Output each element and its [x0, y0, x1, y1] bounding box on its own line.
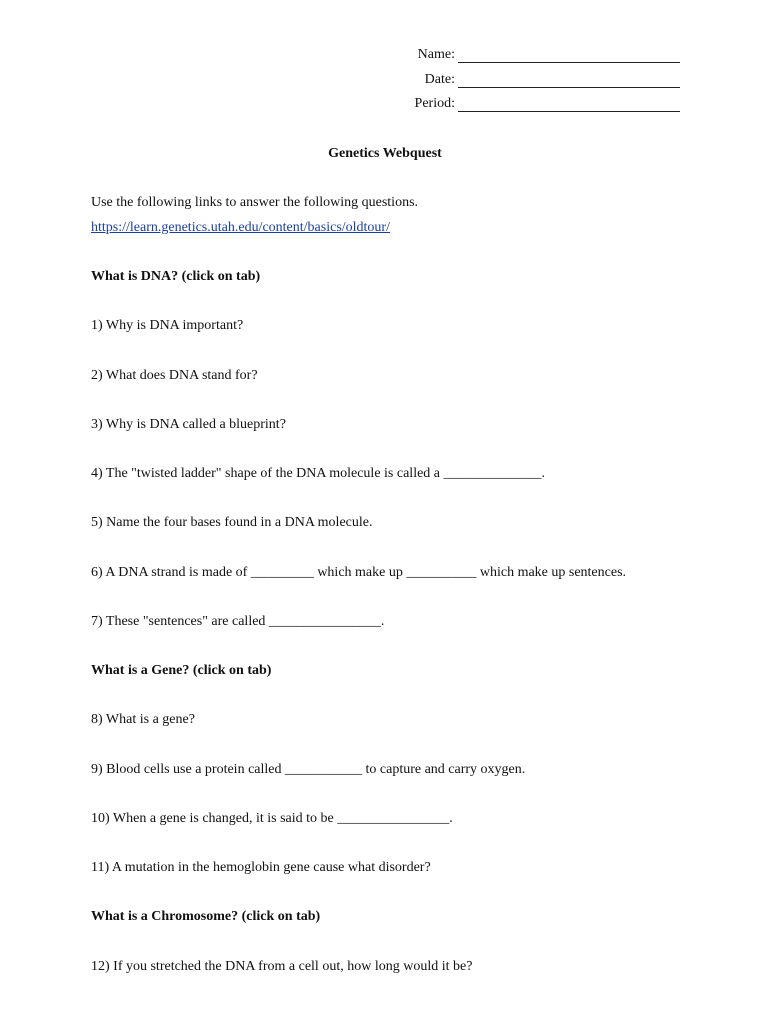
question-12: 12) If you stretched the DNA from a cell out, how long would it be? [91, 959, 473, 974]
question-10: 10) When a gene is changed, it is said to be ________________. [91, 811, 453, 826]
page-title: Genetics Webquest [328, 146, 442, 161]
name-label: Name: [417, 47, 455, 62]
question-8: 8) What is a gene? [91, 712, 195, 727]
intro-text: Use the following links to answer the following questions. [91, 195, 419, 210]
section-heading-gene: What is a Gene? (click on tab) [91, 663, 272, 678]
period-field[interactable] [458, 111, 680, 112]
question-11: 11) A mutation in the hemoglobin gene cause what disorder? [91, 860, 431, 875]
section-heading-dna: What is DNA? (click on tab) [91, 269, 261, 284]
question-6: 6) A DNA strand is made of _________ which make up __________ which make up sentences. [91, 565, 627, 580]
question-5: 5) Name the four bases found in a DNA molecule. [91, 515, 373, 530]
date-label: Date: [424, 72, 455, 87]
period-label: Period: [414, 96, 455, 111]
section-heading-chromosome: What is a Chromosome? (click on tab) [91, 909, 321, 924]
question-3: 3) Why is DNA called a blueprint? [91, 417, 286, 432]
webquest-link[interactable]: https://learn.genetics.utah.edu/content/basics/oldtour/ [91, 220, 390, 235]
question-1: 1) Why is DNA important? [91, 318, 244, 333]
question-9: 9) Blood cells use a protein called ___________ to capture and carry oxygen. [91, 762, 526, 777]
question-7: 7) These "sentences" are called ________________. [91, 614, 385, 629]
date-field[interactable] [458, 87, 680, 88]
question-4: 4) The "twisted ladder" shape of the DNA molecule is called a ______________. [91, 466, 546, 481]
name-field[interactable] [458, 62, 680, 63]
question-2: 2) What does DNA stand for? [91, 368, 258, 383]
